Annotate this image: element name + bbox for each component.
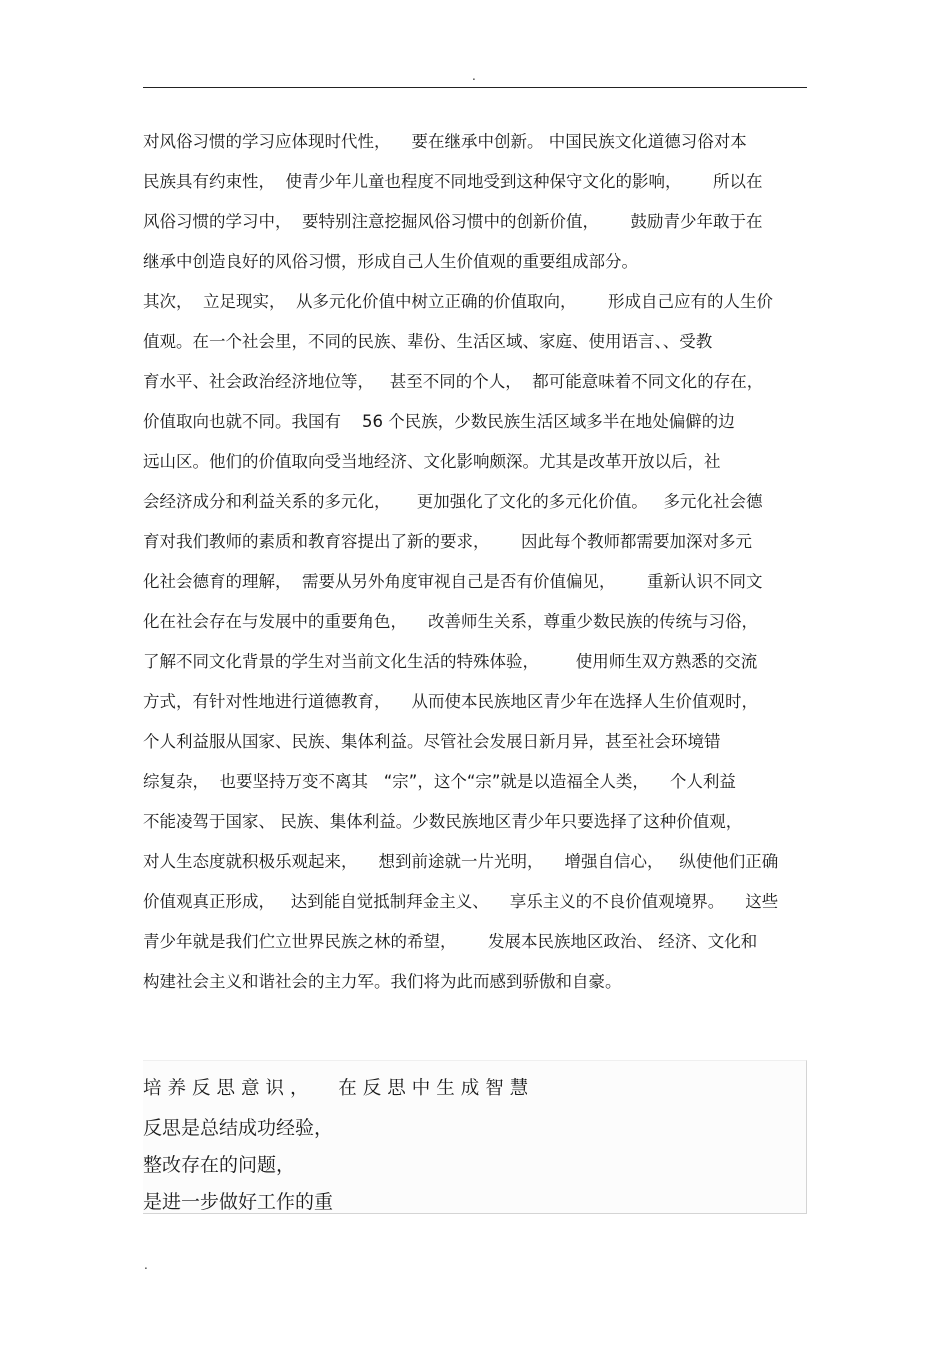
footer-dot: . <box>144 1258 148 1272</box>
body-text <box>143 122 807 1002</box>
text-line: 青少年就是我们伫立世界民族之林的希望， 发展本民族地区政治、 经济、文化和 <box>143 932 758 951</box>
text-line: 综复杂， 也要坚持万变不离其 “宗”，这个“宗”就是以造福全人类， 个人利益 <box>143 772 736 791</box>
box-heading: 培养反思意识， 在反思中生成智慧 <box>143 1078 535 1099</box>
text-line: 对人生态度就积极乐观起来， 想到前途就一片光明， 增强自信心， 纵使他们正确 <box>143 852 779 871</box>
header-rule <box>143 87 807 88</box>
text-line: 了解不同文化背景的学生对当前文化生活的特殊体验， 使用师生双方熟悉的交流 <box>143 652 758 671</box>
text-line: 化在社会存在与发展中的重要角色， 改善师生关系，尊重少数民族的传统与习俗， <box>143 612 758 631</box>
text-line: 值观。在一个社会里，不同的民族、辈份、生活区域、家庭、使用语言、、受教 <box>143 332 713 351</box>
text-line: 价值取向也就不同。我国有 56 个民族，少数民族生活区域多半在地处偏僻的边 <box>143 412 735 431</box>
box-line: 整改存在的问题， <box>143 1154 296 1176</box>
text-line: 育对我们教师的素质和教育容提出了新的要求， 因此每个教师都需要加深对多元 <box>143 532 752 551</box>
text-line: 会经济成分和利益关系的多元化， 更加强化了文化的多元化价值。 多元化社会德 <box>143 492 763 511</box>
header-dot: . <box>472 69 476 83</box>
text-line: 其次， 立足现实， 从多元化价值中树立正确的价值取向， 形成自己应有的人生价 <box>143 292 773 311</box>
text-line: 对风俗习惯的学习应体现时代性， 要在继承中创新。 中国民族文化道德习俗对本 <box>143 132 747 151</box>
box-line: 是进一步做好工作的重 <box>143 1191 334 1213</box>
text-line: 不能凌驾于国家、 民族、集体利益。少数民族地区青少年只要选择了这种价值观， <box>143 812 743 831</box>
text-line: 构建社会主义和谐社会的主力军。我们将为此而感到骄傲和自豪。 <box>143 972 622 991</box>
text-line: 方式，有针对性地进行道德教育， 从而使本民族地区青少年在选择人生价值观时， <box>143 692 758 711</box>
text-box <box>143 1060 807 1214</box>
text-line: 民族具有约束性， 使青少年儿童也程度不同地受到这种保守文化的影响， 所以在 <box>143 172 763 191</box>
box-line: 反思是总结成功经验， <box>143 1117 334 1139</box>
text-line: 远山区。他们的价值取向受当地经济、文化影响颇深。尤其是改革开放以后，社 <box>143 452 721 471</box>
text-line: 风俗习惯的学习中， 要特别注意挖掘风俗习惯中的创新价值， 鼓励青少年敢于在 <box>143 212 763 231</box>
text-line: 育水平、社会政治经济地位等， 甚至不同的个人， 都可能意味着不同文化的存在， <box>143 372 764 391</box>
text-line: 继承中创造良好的风俗习惯，形成自己人生价值观的重要组成部分。 <box>143 252 638 271</box>
text-line: 个人利益服从国家、民族、集体利益。尽管社会发展日新月异，甚至社会环境错 <box>143 732 721 751</box>
text-line: 价值观真正形成， 达到能自觉抵制拜金主义、 享乐主义的不良价值观境界。 这些 <box>143 892 779 911</box>
text-line: 化社会德育的理解， 需要从另外角度审视自己是否有价值偏见， 重新认识不同文 <box>143 572 763 591</box>
